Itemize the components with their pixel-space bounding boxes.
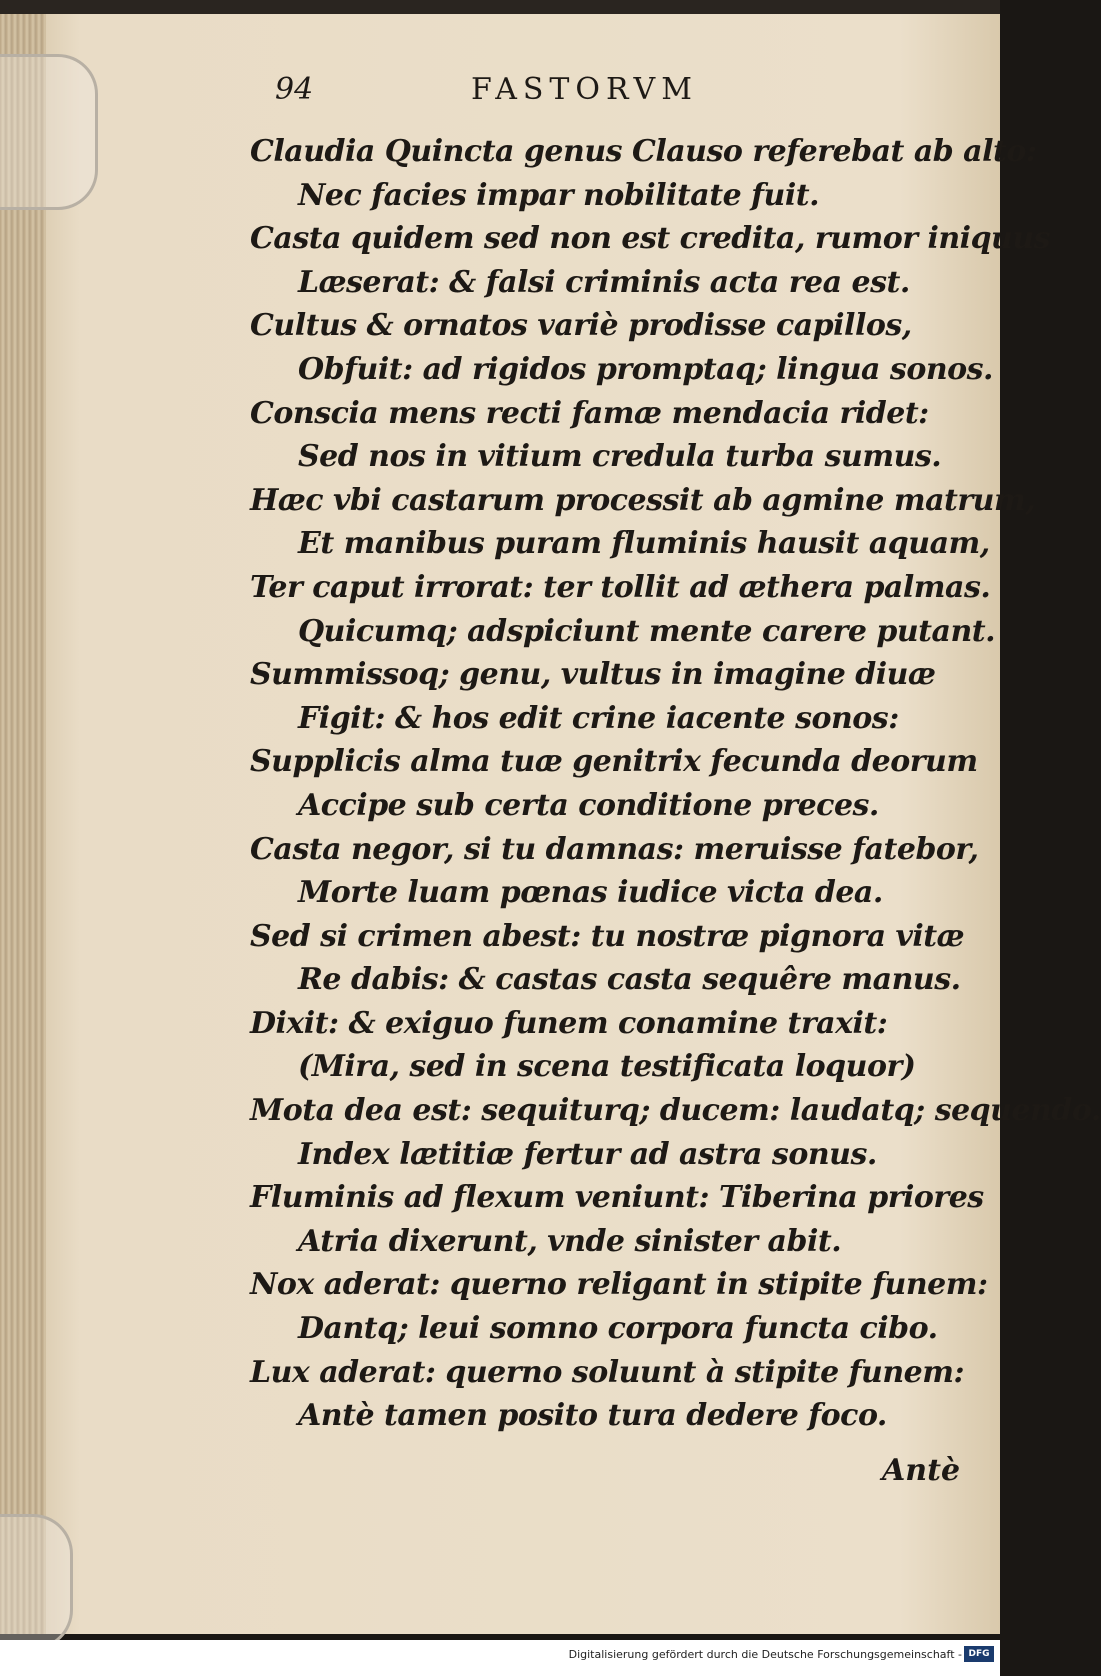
verse-line: Index lætitiæ fertur ad astra sonus. — [298, 1136, 877, 1172]
book-spine — [0, 14, 46, 1634]
verse-line: Nec facies impar nobilitate fuit. — [298, 177, 820, 213]
verse-line: Lux aderat: querno soluunt à stipite funem: — [250, 1354, 965, 1390]
verse-line: Accipe sub certa conditione preces. — [298, 787, 879, 823]
verse-line: Quicumq; adspiciunt mente carere putant. — [298, 613, 996, 649]
page-clip-top — [0, 54, 98, 210]
verse-line: Obfuit: ad rigidos promptaq; lingua sonos. — [298, 351, 993, 387]
dfg-logo: DFG — [964, 1646, 994, 1662]
verse-line: Cultus & ornatos variè prodisse capillos, — [250, 308, 912, 344]
verse-line: Conscia mens recti famæ mendacia ridet: — [250, 395, 929, 431]
verse-line: Sed si crimen abest: tu nostræ pignora vitæ — [250, 918, 965, 954]
verse-line: Supplicis alma tuæ genitrix fecunda deorum — [250, 744, 978, 780]
running-head: FASTORVM — [471, 72, 698, 107]
catchword: Antè — [882, 1453, 961, 1488]
verse-line: Casta quidem sed non est credita, rumor iniquus — [250, 221, 1051, 257]
verse-line: Læserat: & falsi criminis acta rea est. — [298, 264, 910, 300]
poem-text — [250, 130, 1101, 1438]
verse-line: Sed nos in vitium credula turba sumus. — [298, 439, 942, 475]
verse-line: Atria dixerunt, vnde sinister abit. — [298, 1223, 842, 1259]
page-clip-bottom — [0, 1514, 73, 1650]
page-header — [275, 72, 755, 122]
verse-line: Morte luam pœnas iudice victa dea. — [298, 875, 883, 911]
verse-line: Et manibus puram fluminis hausit aquam, — [298, 526, 990, 562]
verse-line: Claudia Quincta genus Clauso referebat ab alto: — [250, 134, 1037, 169]
verse-line: Re dabis: & castas casta sequêre manus. — [298, 962, 961, 998]
verse-line: Casta negor, si tu damnas: meruisse fatebor, — [250, 831, 979, 867]
page-number: 94 — [275, 72, 314, 107]
verse-line: Fluminis ad flexum veniunt: Tiberina priores — [250, 1180, 984, 1216]
verse-line: Dantq; leui somno corpora functa cibo. — [298, 1311, 938, 1347]
verse-line: Nox aderat: querno religant in stipite funem: — [250, 1267, 988, 1303]
footer-bar — [0, 1640, 1000, 1676]
verse-line: Hæc vbi castarum processit ab agmine matrum, — [250, 482, 1036, 518]
verse-line: Mota dea est: sequiturq; ducem: laudatq; sequendo. — [250, 1093, 1101, 1129]
verse-line: Dixit: & exiguo funem conamine traxit: — [250, 1005, 888, 1041]
verse-line: Ter caput irrorat: ter tollit ad æthera palmas. — [250, 569, 991, 605]
verse-line: Antè tamen posito tura dedere foco. — [298, 1398, 887, 1434]
verse-line: Summissoq; genu, vultus in imagine diuæ — [250, 657, 936, 693]
funding-credit: Digitalisierung gefördert durch die Deutsche Forschungsgemeinschaft - — [568, 1648, 962, 1661]
verse-line: Figit: & hos edit crine iacente sonos: — [298, 700, 899, 736]
verse-line: (Mira, sed in scena testificata loquor) — [298, 1049, 916, 1085]
